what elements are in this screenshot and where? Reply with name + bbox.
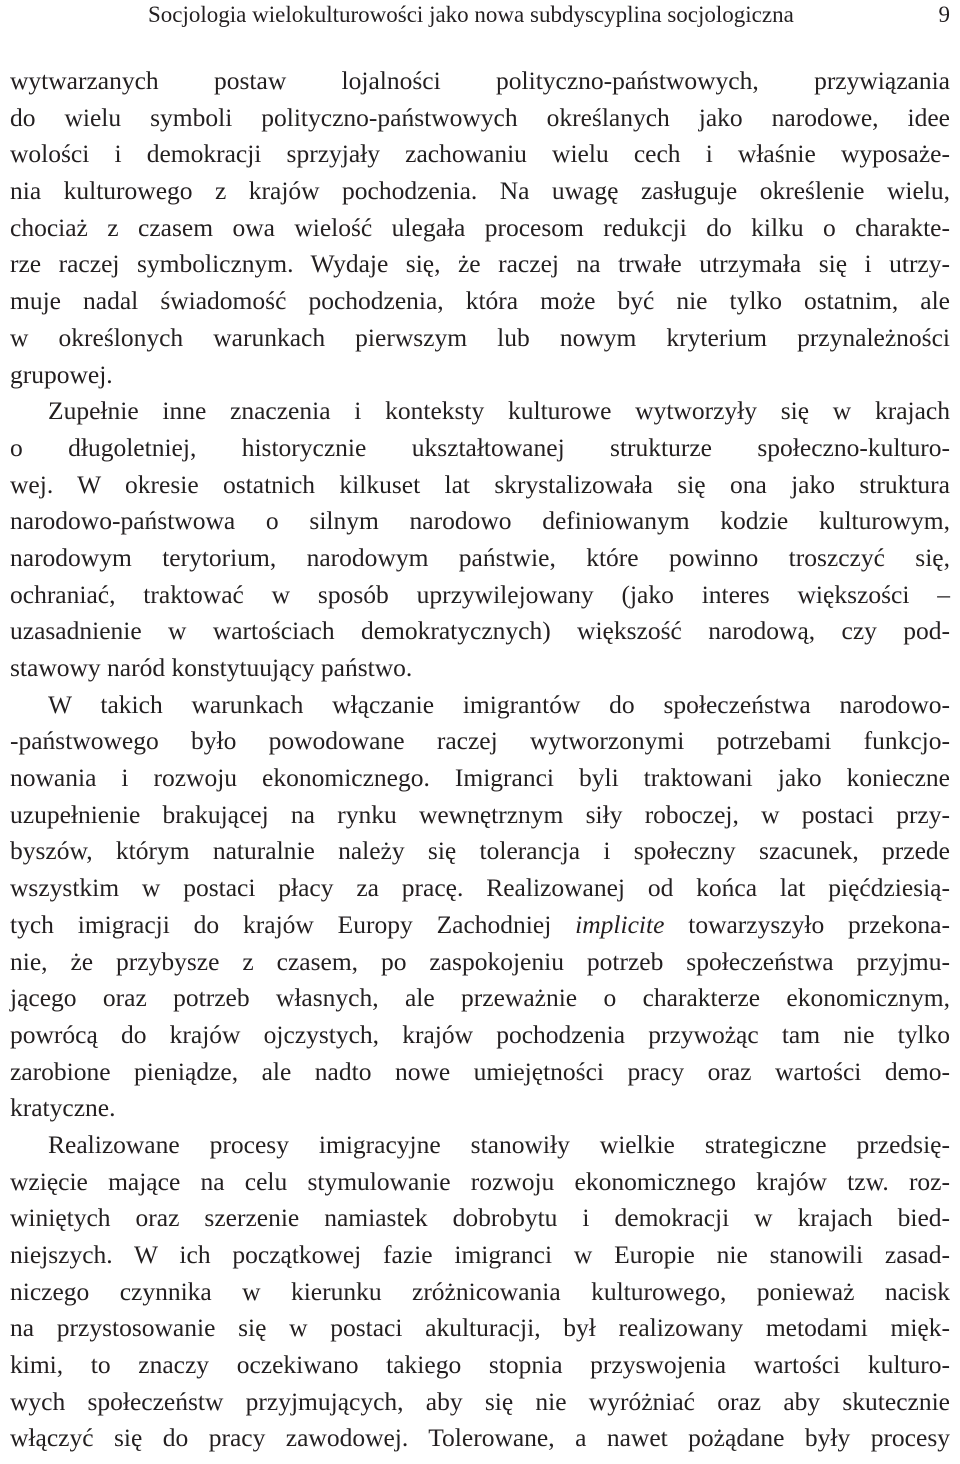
paragraph-start-line: Realizowane procesy imigracyjne stanowiły wielkie strategiczne przedsię-: [48, 1129, 950, 1159]
text-line: nowania i rozwoju ekonomicznego. Imigranci byli traktowani jako konieczne: [10, 763, 950, 793]
running-head-title: Socjologia wielokulturowości jako nowa subdyscyplina socjologiczna: [148, 2, 794, 27]
text-fragment: tych imigracji do krajów Europy Zachodniej: [10, 909, 576, 939]
paragraph-start-line: Zupełnie inne znaczenia i konteksty kulturowe wytworzyły się w krajach: [48, 396, 950, 426]
text-line: wszystkim w postaci płacy za pracę. Realizowanej od końca lat pięćdziesią-: [10, 873, 950, 903]
paragraph-start-line: W takich warunkach włączanie imigrantów do społeczeństwa narodowo-: [48, 689, 950, 719]
page-number: 9: [938, 2, 950, 27]
text-line: jącego oraz potrzeb własnych, ale przeważnie o charakterze ekonomicznym,: [10, 983, 950, 1013]
text-line-with-italic: [10, 907, 950, 944]
text-line: włączyć się do pracy zawodowej. Tolerowane, a nawet pożądane były procesy: [10, 1423, 950, 1453]
italic-term: implicite: [575, 909, 665, 939]
text-line: kimi, to znaczy oczekiwano takiego stopnia przyswojenia wartości kulturo-: [10, 1350, 950, 1380]
text-line: o długoletniej, historycznie ukształtowanej strukturze społeczno-kulturo-: [10, 432, 950, 462]
text-line: wolości i demokracji sprzyjały zachowaniu wielu cech i właśnie wyposaże-: [10, 139, 950, 169]
text-line: winiętych oraz szerzenie namiastek dobrobytu i demokracji w krajach bied-: [10, 1203, 950, 1233]
paragraph-end-line: kratyczne.: [10, 1093, 116, 1123]
text-line: byszów, którym naturalnie należy się tolerancja i społeczny szacunek, przede: [10, 836, 950, 866]
text-line: w określonych warunkach pierwszym lub nowym kryterium przynależności: [10, 322, 950, 352]
text-line: narodowo-państwowa o silnym narodowo definiowanym kodzie kulturowym,: [10, 506, 950, 536]
text-line: chociaż z czasem owa wielość ulegała procesom redukcji do kilku o charakte-: [10, 212, 950, 242]
text-line: nie, że przybysze z czasem, po zaspokojeniu potrzeb społeczeństwa przyjmu-: [10, 946, 950, 976]
text-line: powrócą do krajów ojczystych, krajów pochodzenia przywożąc tam nie tylko: [10, 1019, 950, 1049]
text-line: ochraniać, traktować w sposób uprzywilejowany (jako interes większości –: [10, 579, 950, 609]
text-line: uzasadnienie w wartościach demokratycznych) większość narodową, czy pod-: [10, 616, 950, 646]
text-line: zarobione pieniądze, ale nadto nowe umiejętności pracy oraz wartości demo-: [10, 1056, 950, 1086]
text-fragment: towarzyszyło przekona-: [664, 909, 950, 939]
text-line: nia kulturowego z krajów pochodzenia. Na uwagę zasługuje określenie wielu,: [10, 176, 950, 206]
body-text: [10, 63, 950, 1457]
text-line: wzięcie mające na celu stymulowanie rozwoju ekonomicznego krajów tzw. roz-: [10, 1166, 950, 1196]
text-line: narodowym terytorium, narodowym państwie, które powinno troszczyć się,: [10, 542, 950, 572]
text-line: niejszych. W ich początkowej fazie imigranci w Europie nie stanowili zasad-: [10, 1240, 950, 1269]
text-line: do wielu symboli polityczno-państwowych określanych jako narodowe, idee: [10, 102, 950, 132]
paragraph-end-line: grupowej.: [10, 359, 113, 389]
text-line: muje nadal świadomość pochodzenia, która może być nie tylko ostatnim, ale: [10, 286, 950, 316]
text-line: wych społeczeństw przyjmujących, aby się nie wyróżniać oraz aby skutecznie: [10, 1386, 950, 1416]
text-line: wej. W okresie ostatnich kilkuset lat skrystalizowała się ona jako struktura: [10, 469, 950, 499]
text-line: wytwarzanych postaw lojalności polityczno-państwowych, przywiązania: [10, 66, 950, 95]
paragraph-end-line: stawowy naród konstytuujący państwo.: [10, 653, 413, 682]
text-line: rze raczej symbolicznym. Wydaje się, że raczej na trwałe utrzymała się i utrzy-: [10, 249, 950, 279]
text-line: -państwowego było powodowane raczej wytworzonymi potrzebami funkcjo-: [10, 726, 950, 756]
text-line: niczego czynnika w kierunku zróżnicowania kulturowego, ponieważ nacisk: [10, 1276, 950, 1306]
text-line: na przystosowanie się w postaci akulturacji, był realizowany metodami mięk-: [10, 1313, 950, 1343]
text-line: uzupełnienie brakującej na rynku wewnętrznym siły roboczej, w postaci przy-: [10, 799, 950, 829]
